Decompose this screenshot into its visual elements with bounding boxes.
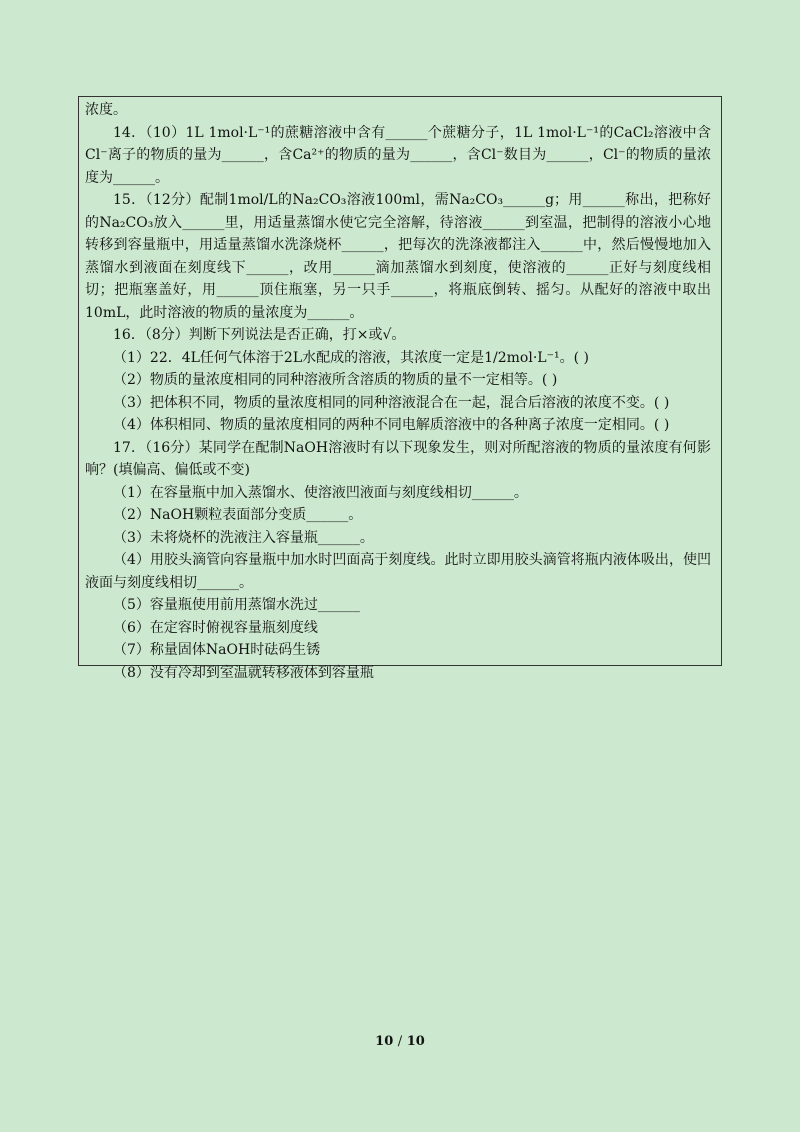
question-14: 14．（10）1L 1mol·L⁻¹的蔗糖溶液中含有______个蔗糖分子，1L 1mol·L⁻¹的CaCl₂溶液中含Cl⁻离子的物质的量为______，含Ca²⁺的物质的量为______，含Cl⁻数目为______，Cl⁻的物质的量浓度为______。 [85,124,711,186]
question-17-item-5: （5）容量瓶使用前用蒸馏水洗过______ [113,597,360,613]
question-17-item-3: （3）未将烧杯的洗液注入容量瓶______。 [113,529,374,546]
question-17-item-4: （4）用胶头滴管向容量瓶中加水时凹面高于刻度线。此时立即用胶头滴管将瓶内液体吸出，使凹液面与刻度线相切______。 [85,552,711,591]
page-current: 10 [375,1034,394,1049]
text-line: 浓度。 [85,102,127,118]
question-17-item-1: （1）在容量瓶中加入蒸馏水、使溶液凹液面与刻度线相切______。 [113,484,528,501]
page-separator: / [397,1034,403,1049]
page-number [0,1034,800,1049]
question-17-item-2: （2）NaOH颗粒表面部分变质______。 [113,507,363,523]
question-17: 17．（16分）某同学在配制NaOH溶液时有以下现象发生，则对所配溶液的物质的量浓度有何影响？(填偏高、偏低或不变) [85,439,711,478]
question-16-item-1: （1）22．4L任何气体溶于2L水配成的溶液，其浓度一定是1/2mol·L⁻¹。( ) [113,349,589,366]
question-16-item-3: （3）把体积不同，物质的量浓度相同的同种溶液混合在一起，混合后溶液的浓度不变。( ) [113,394,670,411]
page-total: 10 [406,1034,425,1049]
question-box [78,96,722,681]
question-16: 16．（8分）判断下列说法是否正确，打×或√。 [113,327,406,343]
question-17-item-6: （6）在定容时俯视容量瓶刻度线 [113,619,318,636]
question-17-item-8: （8）没有冷却到室温就转移液体到容量瓶 [113,664,374,681]
question-16-item-2: （2）物质的量浓度相同的同种溶液所含溶质的物质的量不一定相等。( ) [113,372,558,388]
question-16-item-4: （4）体积相同、物质的量浓度相同的两种不同电解质溶液中的各种离子浓度一定相同。( ) [113,417,670,433]
question-15: 15．（12分）配制1mol/L的Na₂CO₃溶液100ml，需Na₂CO₃______g；用______称出，把称好的Na₂CO₃放入______里，用适量蒸馏水使它完全溶解，待溶液______到室温，把制得的溶液小心地转移到容量瓶中，用适量蒸馏水洗涤烧杯______，把每次的洗涤液都注入______中，然后慢慢地加入蒸馏水到液面在刻度线下______，改用______滴加蒸馏水到刻度，使溶液的______正好与刻度线相切；把瓶塞盖好，用______顶住瓶塞，另一只手______，将瓶底倒转、摇匀。从配好的溶液中取出10mL，此时溶液的物质的量浓度为______。 [85,192,711,321]
question-17-item-7: （7）称量固体NaOH时砝码生锈 [113,642,321,658]
